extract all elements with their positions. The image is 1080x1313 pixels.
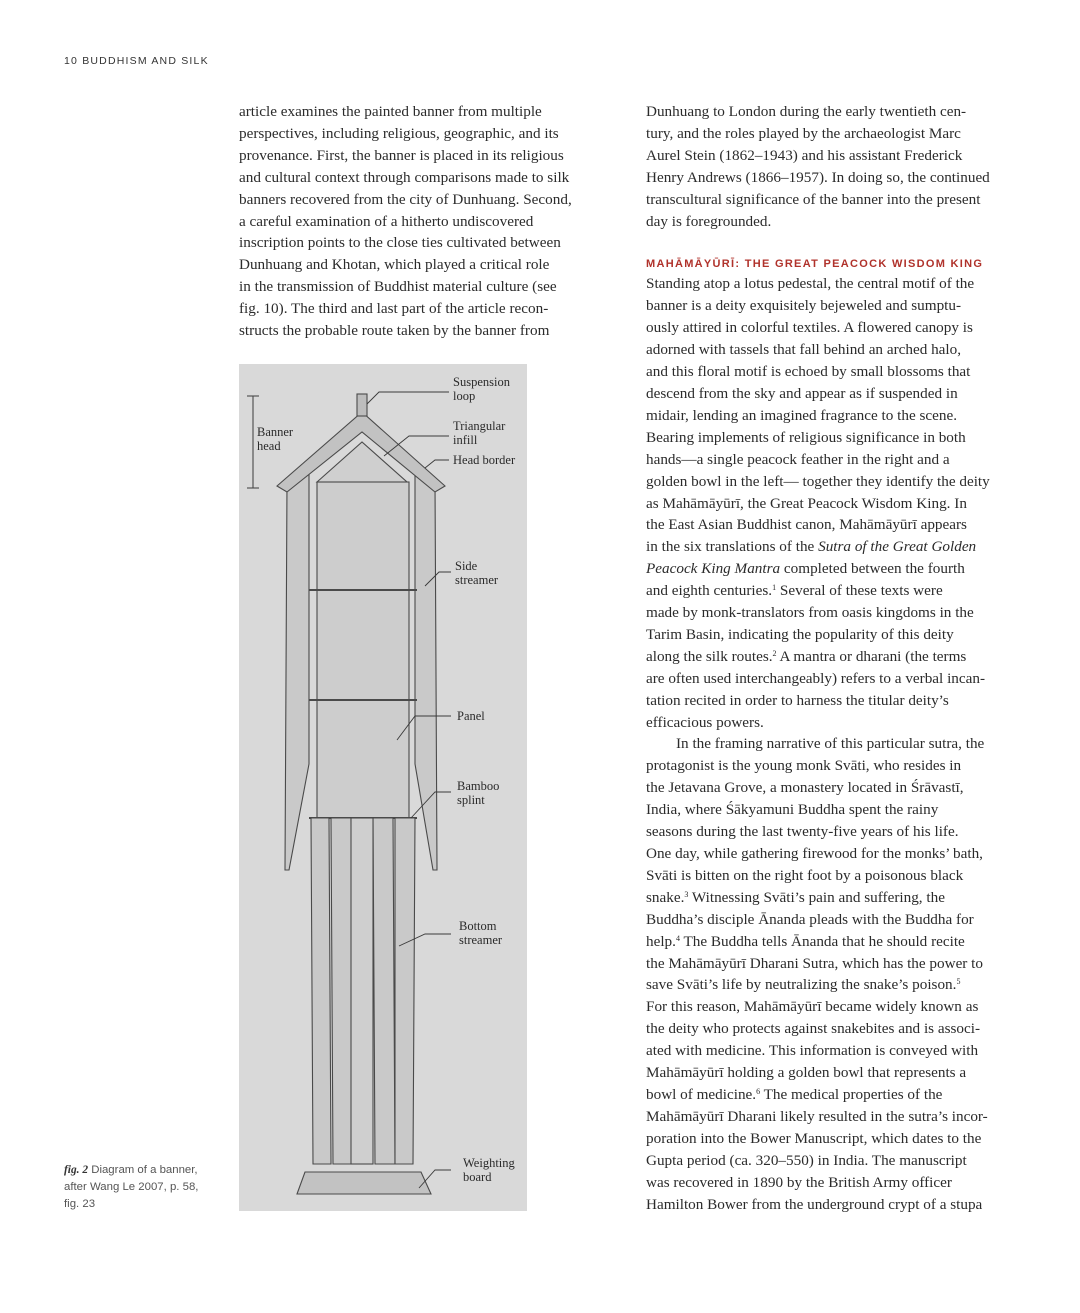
text-line: India, where Śākyamuni Buddha spent the rainy — [646, 801, 939, 819]
text-line: as Mahāmāyūrī, the Great Peacock Wisdom King. In — [646, 494, 967, 512]
banner-diagram — [239, 364, 527, 1211]
text-line: made by monk-translators from oasis kingdoms in the — [646, 604, 974, 622]
text-line: descend from the sky and appear as if suspended in — [646, 384, 958, 402]
left-side-streamer — [285, 472, 309, 870]
caption-text: Diagram of a banner, — [91, 1164, 198, 1176]
text-line: banners recovered from the city of Dunhuang. Second, — [239, 190, 572, 208]
text-line: are often used interchangeably) refers to a verbal incan- — [646, 669, 986, 687]
text-line: Gupta period (ca. 320–550) in India. The manuscript — [646, 1151, 967, 1169]
text-line: Peacock King Mantra completed between the fourth — [646, 560, 965, 578]
text-line: day is foregrounded. — [646, 212, 772, 230]
text-line: Dunhuang and Khotan, which played a critical role — [239, 256, 550, 274]
section-heading: MAHĀMĀYŪRĪ: THE GREAT PEACOCK WISDOM KING — [646, 258, 984, 271]
center-streamer — [351, 818, 373, 1164]
text-line: Mahāmāyūrī Dharani likely resulted in the sutra’s incor- — [646, 1107, 988, 1125]
label-triangular-infill: Triangular infill — [453, 419, 506, 447]
footnote-ref: 2 — [772, 648, 777, 658]
caption-text: after Wang Le 2007, p. 58, — [64, 1181, 199, 1193]
text-line: poration into the Bower Manuscript, which dates to the — [646, 1129, 982, 1147]
text-line: structs the probable route taken by the banner from — [239, 322, 550, 340]
text-line: help.$^4$ The Buddha tells Ānanda that he should recite — [646, 932, 965, 950]
text-line: in the transmission of Buddhist material culture (see — [239, 278, 557, 296]
text-line: Tarim Basin, indicating the popularity of this deity — [646, 625, 954, 643]
footnote-ref: 4 — [675, 933, 680, 943]
panel-3 — [317, 700, 409, 818]
label-side-streamer: Side streamer — [455, 559, 499, 587]
panel-1 — [317, 482, 409, 590]
text-line: in the six translations of the Sutra of the Great Golden — [646, 538, 977, 556]
text-line: Aurel Stein (1862–1943) and his assistant Frederick — [646, 146, 963, 164]
footnote-ref: 5 — [956, 977, 961, 987]
paragraph — [646, 733, 1018, 1215]
panel-2 — [317, 590, 409, 700]
text-line: seasons during the last twenty-five years of his life. — [646, 823, 959, 841]
text-line: ously attired in colorful textiles. A flowered canopy is — [646, 319, 973, 337]
left-column-text — [239, 101, 605, 342]
label-panel: Panel — [457, 709, 485, 723]
label-head-border: Head border — [453, 453, 516, 467]
right-column-text — [646, 101, 1018, 1215]
text-line: One day, while gathering firewood for the monks’ bath, — [646, 845, 983, 862]
text-line: and eighth centuries.$^1$ Several of these texts were — [646, 582, 943, 600]
label-suspension-loop: Suspension loop — [453, 375, 510, 403]
text-line: Dunhuang to London during the early twentieth cen- — [646, 103, 967, 120]
text-line: and this floral motif is echoed by small blossoms that — [646, 363, 971, 381]
text-line: transcultural significance of the banner into the present — [646, 190, 981, 208]
text-line: In the framing narrative of this particular sutra, the — [676, 735, 985, 753]
text-line: the Mahāmāyūrī Dharani Sutra, which has the power to — [646, 954, 983, 972]
caption-text: fig. 23 — [64, 1198, 96, 1210]
leader-line — [367, 392, 449, 404]
label-banner-head: Banner head — [257, 425, 294, 453]
text-line: snake.$^3$ Witnessing Svāti’s pain and suffering, the — [646, 888, 945, 906]
text-line: the Jetavana Grove, a monastery located in Śrāvastī, — [646, 779, 964, 797]
text-line: Hamilton Bower from the underground crypt of a stupa — [646, 1195, 983, 1213]
label-bottom-streamer: Bottom streamer — [459, 919, 503, 947]
text-line: Buddha’s disciple Ānanda pleads with the Buddha for — [646, 910, 974, 928]
banner-diagram-figure — [239, 364, 527, 1211]
bottom-streamer — [395, 818, 415, 1164]
text-line: along the silk routes.$^2$ A mantra or dharani (the terms — [646, 647, 967, 665]
text-line: Bearing implements of religious significance in both — [646, 428, 966, 446]
paragraph — [646, 273, 1018, 733]
text-line: and cultural context through comparisons made to silk — [239, 168, 570, 186]
text-line: save Svāti’s life by neutralizing the snake’s poison.$^5$ — [646, 976, 961, 994]
text-line: was recovered in 1890 by the British Army officer — [646, 1173, 952, 1191]
text-line: efficacious powers. — [646, 713, 764, 731]
footnote-ref: 6 — [756, 1086, 761, 1096]
text-line: the East Asian Buddhist canon, Mahāmāyūrī appears — [646, 516, 967, 534]
text-line: Henry Andrews (1866–1957). In doing so, the continued — [646, 168, 990, 186]
text-line: ated with medicine. This information is conveyed with — [646, 1042, 979, 1060]
label-bamboo-splint: Bamboo splint — [457, 779, 500, 807]
label-weighting-board: Weighting board — [463, 1156, 515, 1184]
text-line: inscription points to the close ties cultivated between — [239, 234, 561, 252]
text-line: golden bowl in the left— together they identify the deity — [646, 472, 990, 490]
text-line: Standing atop a lotus pedestal, the central motif of the — [646, 275, 975, 293]
text-line: fig. 10). The third and last part of the article recon- — [239, 300, 549, 318]
suspension-loop — [357, 394, 367, 416]
bottom-streamer — [311, 818, 331, 1164]
text-line: tation recited in order to harness the titular deity’s — [646, 691, 949, 709]
footnote-ref: 1 — [772, 583, 777, 593]
text-line: Mahāmāyūrī holding a golden bowl that represents a — [646, 1064, 967, 1082]
footnote-ref: 3 — [684, 889, 689, 899]
text-line: bowl of medicine.$^6$ The medical properties of the — [646, 1085, 943, 1103]
running-head: 10 BUDDHISM AND SILK — [64, 55, 209, 67]
bottom-streamer — [331, 818, 353, 1164]
text-line: tury, and the roles played by the archaeologist Marc — [646, 124, 961, 142]
weighting-board — [297, 1172, 431, 1194]
text-line: article examines the painted banner from multiple — [239, 103, 542, 120]
leader-line — [425, 460, 449, 468]
text-line: the deity who protects against snakebites and is associ- — [646, 1020, 981, 1038]
text-line: perspectives, including religious, geographic, and its — [239, 124, 559, 142]
figure-caption — [64, 1162, 224, 1213]
paragraph — [239, 101, 605, 342]
bottom-streamer — [373, 818, 395, 1164]
text-line: hands—a single peacock feather in the right and a — [646, 450, 950, 468]
text-line: provenance. First, the banner is placed in its religious — [239, 146, 564, 164]
text-line: a careful examination of a hitherto undiscovered — [239, 212, 534, 230]
text-line: For this reason, Mahāmāyūrī became widely known as — [646, 998, 979, 1016]
figure-label: fig. 2 — [64, 1164, 89, 1176]
text-line: midair, lending an imagined fragrance to the scene. — [646, 406, 958, 424]
text-line: Svāti is bitten on the right foot by a poisonous black — [646, 866, 964, 884]
text-line: adorned with tassels that fall behind an arched halo, — [646, 341, 962, 359]
text-line: banner is a deity exquisitely bejeweled and sumptu- — [646, 297, 962, 315]
text-line: protagonist is the young monk Svāti, who resides in — [646, 757, 962, 775]
paragraph — [646, 101, 1018, 232]
